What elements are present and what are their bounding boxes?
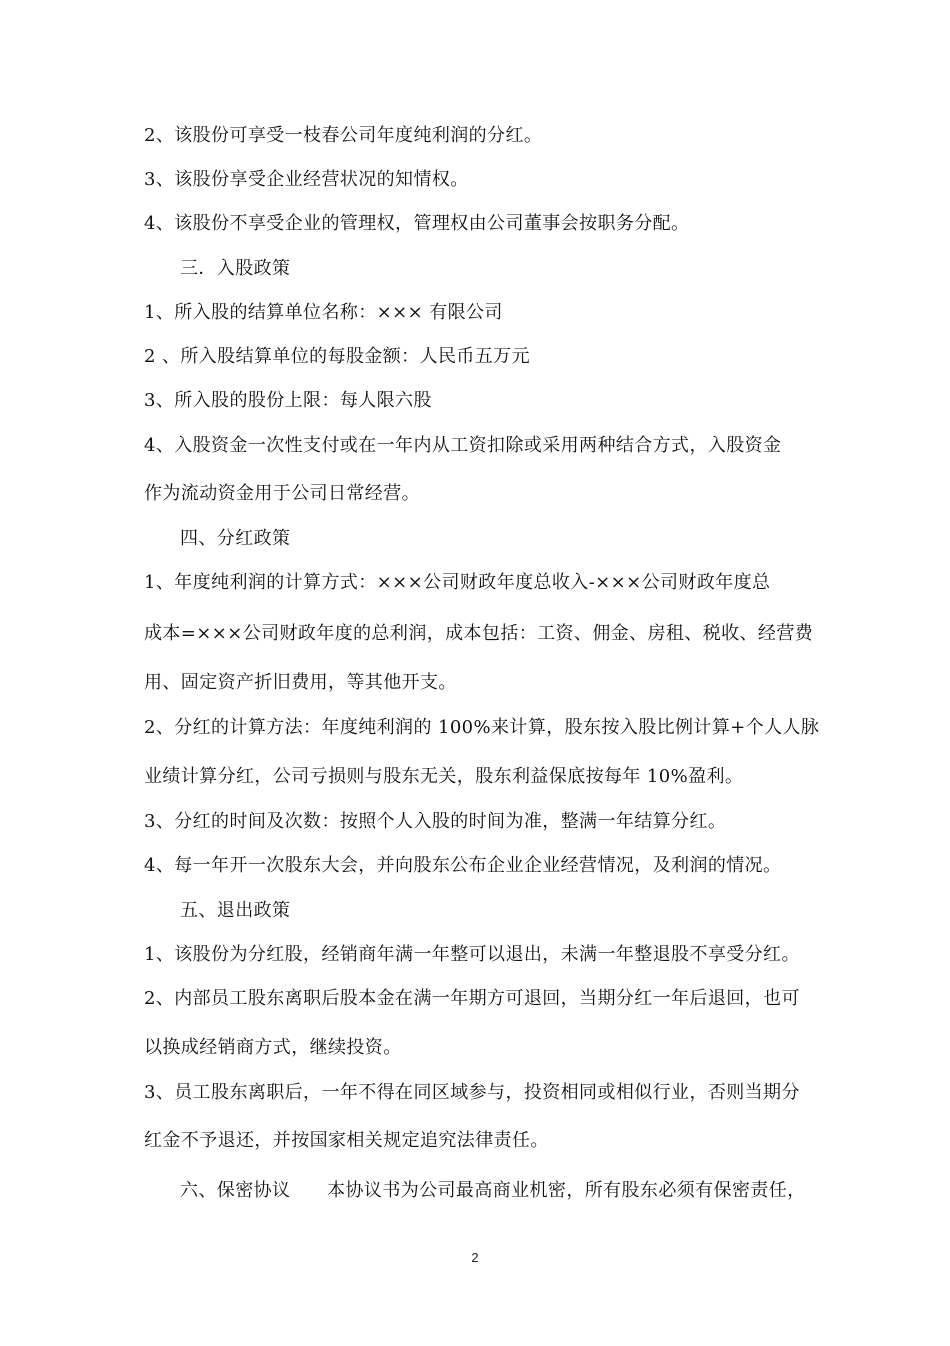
- section-heading-exit-policy: 五、退出政策: [180, 900, 291, 921]
- page-number: 2: [471, 1250, 479, 1265]
- share-clause-4-line-1: 4、入股资金一次性支付或在一年内从工资扣除或采用两种结合方式，入股资金: [144, 435, 782, 456]
- section-heading-dividend-policy: 四、分红政策: [180, 528, 291, 549]
- dividend-clause-3: 3、分红的时间及次数：按照个人入股的时间为准，整满一年结算分红。: [144, 811, 727, 832]
- section-heading-share-policy: 三．入股政策: [180, 258, 291, 279]
- dividend-clause-4: 4、每一年开一次股东大会，并向股东公布企业企业经营情况，及利润的情况。: [144, 855, 782, 876]
- dividend-clause-1-line-1: 1、年度纯利润的计算方式：×××公司财政年度总收入-×××公司财政年度总: [144, 572, 771, 593]
- exit-clause-2-line-2: 以换成经销商方式，继续投资。: [144, 1037, 402, 1058]
- exit-clause-3-line-2: 红金不予退还，并按国家相关规定追究法律责任。: [144, 1130, 549, 1151]
- share-clause-3: 3、所入股的股份上限：每人限六股: [144, 390, 432, 411]
- share-clause-1: 1、所入股的结算单位名称：××× 有限公司: [144, 302, 503, 323]
- dividend-clause-1-line-2: 成本=×××公司财政年度的总利润，成本包括：工资、佣金、房租、税收、经营费: [144, 623, 814, 644]
- exit-clause-1: 1、该股份为分红股，经销商年满一年整可以退出，未满一年整退股不享受分红。: [144, 944, 800, 965]
- confidentiality-clause: 六、保密协议 本协议书为公司最高商业机密，所有股东必须有保密责任，: [180, 1180, 806, 1201]
- dividend-clause-2-line-2: 业绩计算分红，公司亏损则与股东无关，股东利益保底按每年 10%盈利。: [144, 766, 744, 787]
- clause-2-dividend-right: 2、该股份可享受一枝春公司年度纯利润的分红。: [144, 125, 543, 146]
- clause-3-information-right: 3、该股份享受企业经营状况的知情权。: [144, 169, 469, 190]
- clause-4-management-right: 4、该股份不享受企业的管理权，管理权由公司董事会按职务分配。: [144, 213, 690, 234]
- exit-clause-2-line-1: 2、内部员工股东离职后股本金在满一年期方可退回，当期分红一年后退回，也可: [144, 988, 800, 1009]
- share-clause-4-line-2: 作为流动资金用于公司日常经营。: [144, 483, 420, 504]
- share-clause-2: 2 、所入股结算单位的每股金额：人民币五万元: [144, 346, 530, 367]
- dividend-clause-2-line-1: 2、分红的计算方法：年度纯利润的 100%来计算，股东按入股比例计算+个人人脉: [144, 717, 820, 738]
- dividend-clause-1-line-3: 用、固定资产折旧费用，等其他开支。: [144, 672, 457, 693]
- exit-clause-3-line-1: 3、员工股东离职后，一年不得在同区域参与，投资相同或相似行业，否则当期分: [144, 1082, 800, 1103]
